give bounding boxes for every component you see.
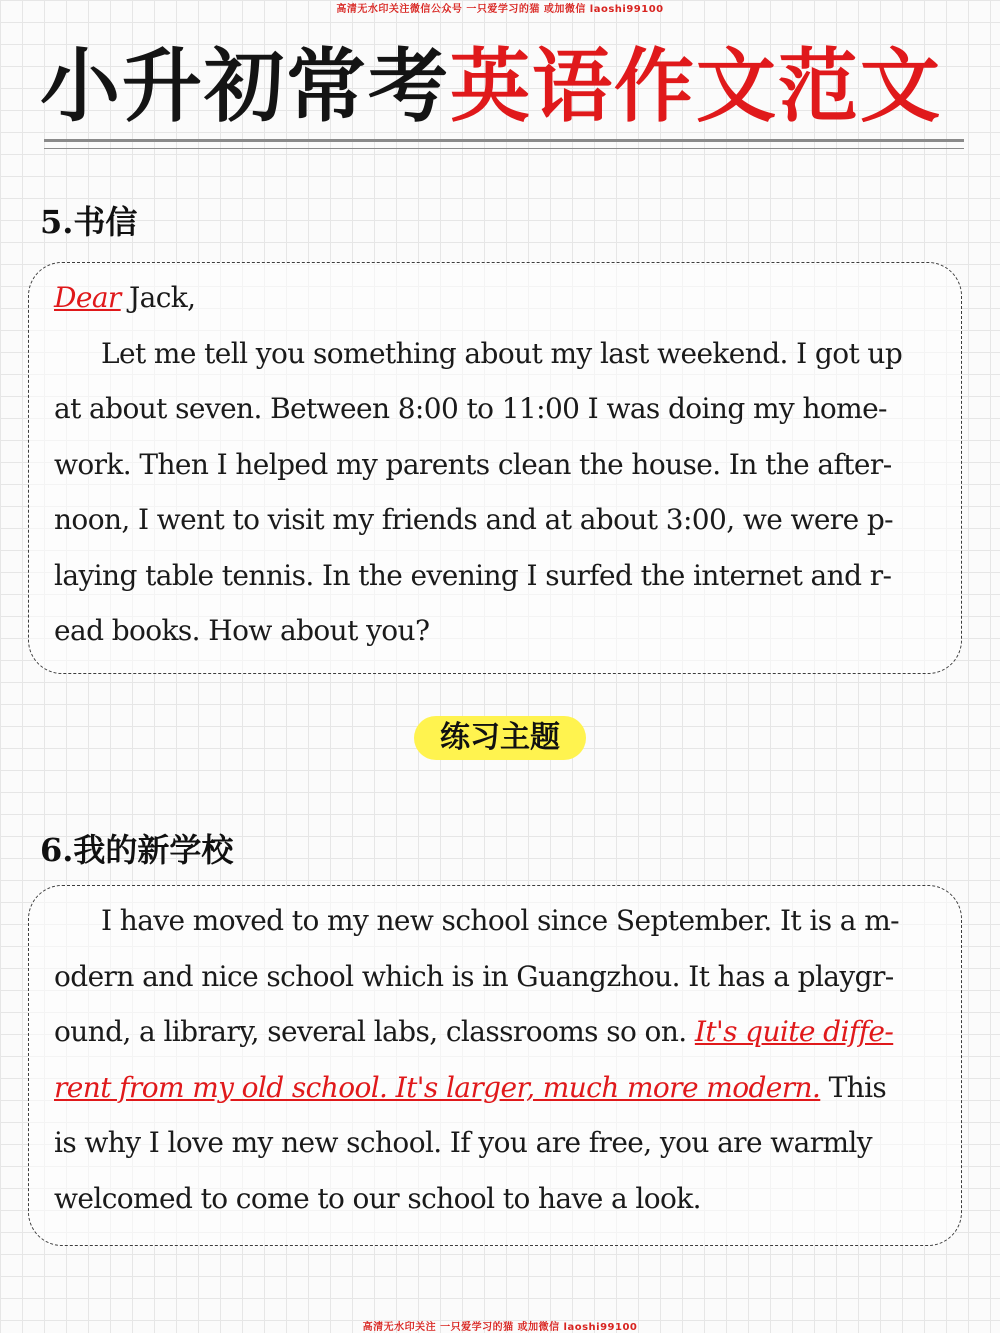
title-black-part: 小升初常考 <box>40 39 450 133</box>
top-watermark: 高清无水印关注微信公众号 一只爱学习的猫 或加微信 laoshi99100 <box>336 4 664 15</box>
essay-line: welcomed to come to our school to have a look. <box>54 1181 701 1215</box>
letter-text <box>54 270 939 659</box>
essay-text <box>54 893 939 1226</box>
practice-topic-label: 练习主题 <box>414 716 586 760</box>
letter-line: work. Then I helped my parents clean the house. In the after- <box>54 447 892 481</box>
essay-highlight: rent from my old school. It's larger, much more modern. <box>54 1070 821 1104</box>
title-red-part: 英语作文范文 <box>450 39 942 133</box>
section-5-heading: 5.书信 <box>40 203 138 241</box>
letter-line: noon, I went to visit my friends and at about 3:00, we were p- <box>54 503 894 536</box>
page-title <box>40 36 970 136</box>
essay-line: odern and nice school which is in Guangzhou. It has a playgr- <box>54 959 894 993</box>
bottom-watermark: 高清无水印关注 一只爱学习的猫 或加微信 laoshi99100 <box>362 1322 638 1333</box>
letter-line: Let me tell you something about my last weekend. I got up <box>101 336 903 370</box>
greeting-dear: Dear <box>54 281 121 314</box>
letter-line: at about seven. Between 8:00 to 11:00 I was doing my home- <box>54 392 887 425</box>
essay-text-plain: This <box>820 1070 887 1104</box>
greeting-line <box>54 270 939 326</box>
essay-highlight: It's quite diffe- <box>694 1015 894 1048</box>
essay-line <box>54 1004 939 1060</box>
essay-line: is why I love my new school. If you are free, you are warmly <box>54 1126 873 1159</box>
greeting-name: Jack, <box>120 281 196 314</box>
section-6-heading: 6.我的新学校 <box>40 831 234 869</box>
title-rule-thick <box>44 139 964 142</box>
essay-line: I have moved to my new school since September. It is a m- <box>101 904 900 937</box>
letter-line: laying table tennis. In the evening I surfed the internet and r- <box>54 558 892 592</box>
essay-text-plain: ound, a library, several labs, classrooms so on. <box>54 1015 695 1048</box>
essay-line <box>54 1060 939 1116</box>
letter-line: ead books. How about you? <box>54 614 430 647</box>
title-rule-thin <box>44 148 964 149</box>
